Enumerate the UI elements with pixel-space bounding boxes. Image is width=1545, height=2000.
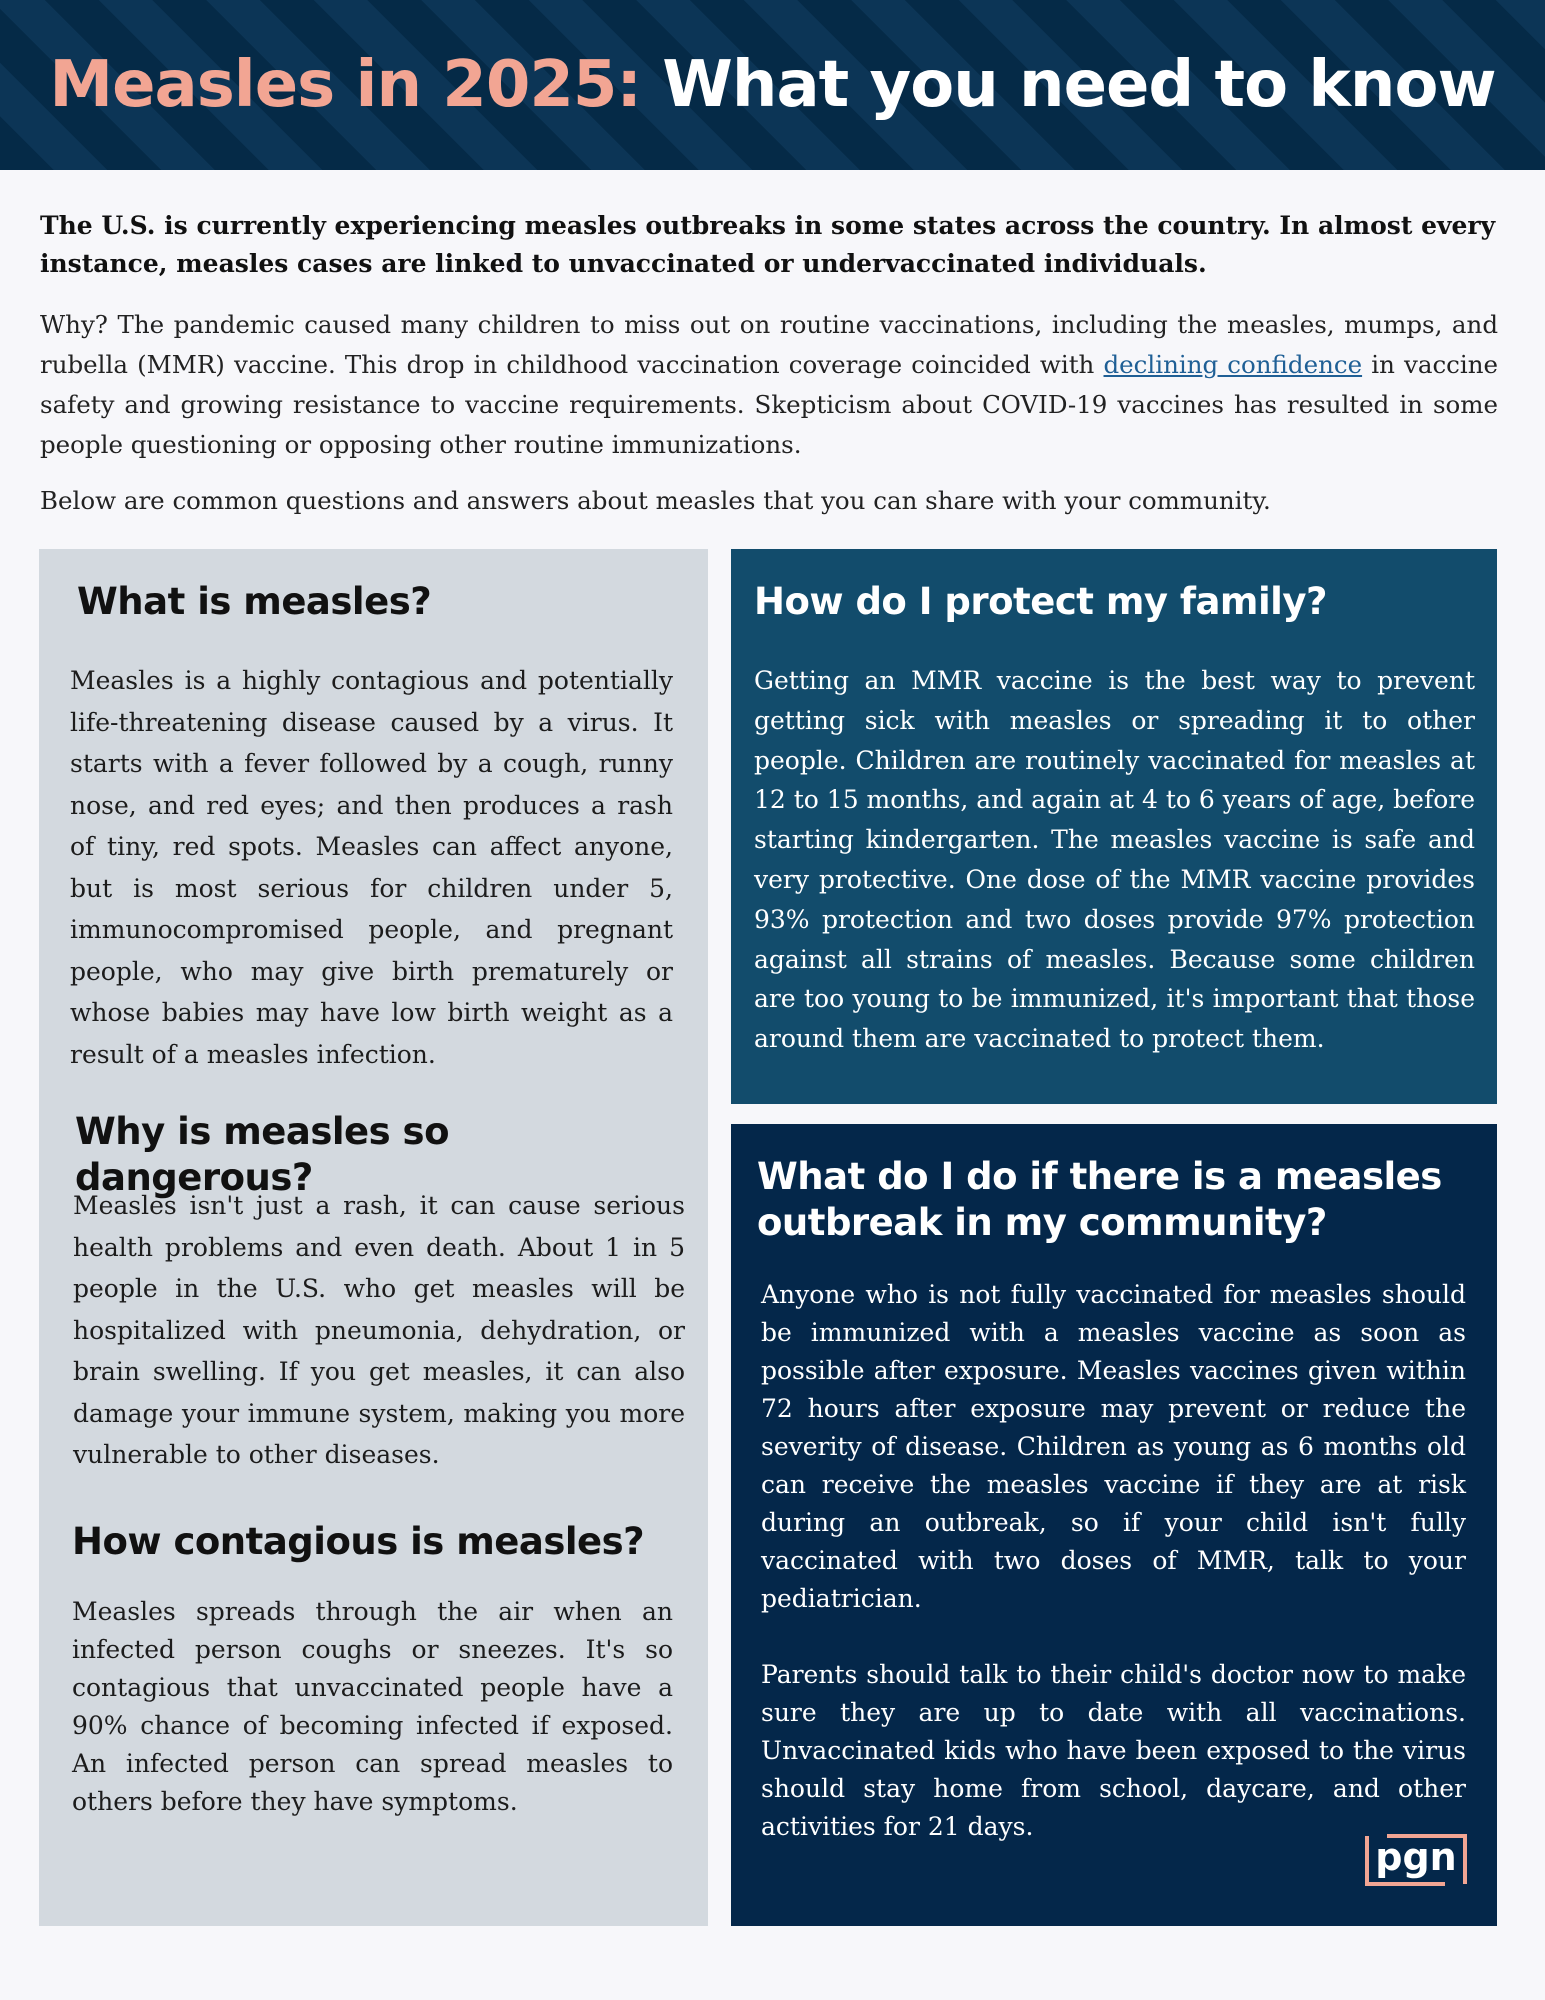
how-contagious-body: Measles spreads through the air when an infected person coughs or sneezes. It's so contagious that unvaccinated people have a 90% chance of becoming infected if exposed. An infected person can spread measles to others before they have symptoms. xyxy=(72,1597,673,1816)
page-title xyxy=(49,48,1495,122)
intro-below-paragraph: Below are common questions and answers about measles that you can share with your community. xyxy=(40,486,1271,515)
why-dangerous-body: Measles isn't just a rash, it can cause serious health problems and even death. About 1 in 5 people in the U.S. who get measles will be hospitalized with pneumonia, dehydration, or brain swelling. If you get measles, it can also damage your immune system, making you more vulnerable to other diseases. xyxy=(73,1191,685,1469)
what-is-measles-body-wrap xyxy=(70,660,673,1075)
left-info-panel xyxy=(39,549,708,1926)
declining-confidence-link[interactable]: declining confidence xyxy=(1103,350,1363,379)
intro-why-text-start: Why? The pandemic caused many children to miss out on routine vaccinations, including the measles, mumps, and rubella (MMR) vaccine. This drop in childhood vaccination coverage coincided with xyxy=(40,310,1498,379)
what-is-measles-heading: What is measles? xyxy=(77,580,432,623)
intro-why-text-end: in vaccine safety and growing resistance to vaccine requirements. Skepticism about COVID-19 vaccines has resulted in some people questioning or opposing other routine immunizations. xyxy=(40,350,1498,459)
protect-family-heading-wrap xyxy=(754,579,1474,625)
what-is-measles-body: Measles is a highly contagious and potentially life-threatening disease caused by a virus. It starts with a fever followed by a cough, runny nose, and red eyes; and then produces a rash of tiny, red spots. Measles can affect anyone, but is most serious for children under 5, immunocompromised people, and pregnant people, who may give birth prematurely or whose babies may have low birth weight as a result of a measles infection. xyxy=(70,666,673,1069)
what-is-measles-section xyxy=(77,579,673,625)
pgn-logo-text: pgn xyxy=(1375,1835,1457,1879)
pgn-logo-icon xyxy=(1361,1832,1471,1888)
protect-family-panel xyxy=(731,549,1497,1104)
outbreak-panel xyxy=(731,1124,1497,1926)
how-contagious-body-wrap xyxy=(72,1593,673,1821)
how-contagious-section xyxy=(72,1519,672,1565)
why-dangerous-heading: Why is measles so dangerous? xyxy=(75,1110,450,1199)
outbreak-body-1: Anyone who is not fully vaccinated for measles should be immunized with a measles vaccine as soon as possible after exposure. Measles vaccines given within 72 hours after exposure may prevent or reduce the severity of disease. Children as young as 6 months old can receive the measles vaccine if they are at risk during an outbreak, so if your child isn't fully vaccinated with two doses of MMR, talk to your pediatrician. xyxy=(761,1280,1466,1613)
page-title-rest: What you need to know xyxy=(641,48,1496,122)
page-title-accent: Measles in 2025: xyxy=(49,48,642,122)
pgn-logo-svg xyxy=(1361,1832,1471,1888)
outbreak-body-wrap xyxy=(761,1276,1466,1846)
outbreak-heading: What do I do if there is a measles outbreak in my community? xyxy=(757,1155,1442,1244)
outbreak-body-2: Parents should talk to their child's doctor now to make sure they are up to date with all vaccinations. Unvaccinated kids who have been exposed to the virus should stay home from school, daycare, and other activities for 21 days. xyxy=(761,1660,1466,1841)
protect-family-body: Getting an MMR vaccine is the best way to prevent getting sick with measles or spreading it to other people. Children are routinely vaccinated for measles at 12 to 15 months, and again at 4 to 6 years of age, before starting kindergarten. The measles vaccine is safe and very protective. One dose of the MMR vaccine provides 93% protection and two doses provide 97% protection against all strains of measles. Because some children are too young to be immunized, it's important that those around them are vaccinated to protect them. xyxy=(754,666,1475,1054)
page-banner xyxy=(0,0,1545,170)
outbreak-heading-wrap xyxy=(757,1154,1457,1246)
intro-lead: The U.S. is currently experiencing measles outbreaks in some states across the country. In almost every instance, measles cases are linked to unvaccinated or undervaccinated individuals. xyxy=(40,211,1496,278)
protect-family-heading: How do I protect my family? xyxy=(754,580,1327,623)
intro-why-paragraph xyxy=(40,305,1498,465)
why-dangerous-body-wrap xyxy=(73,1185,685,1476)
protect-family-body-wrap xyxy=(754,661,1475,1059)
intro-section xyxy=(40,207,1498,537)
how-contagious-heading: How contagious is measles? xyxy=(72,1520,645,1563)
